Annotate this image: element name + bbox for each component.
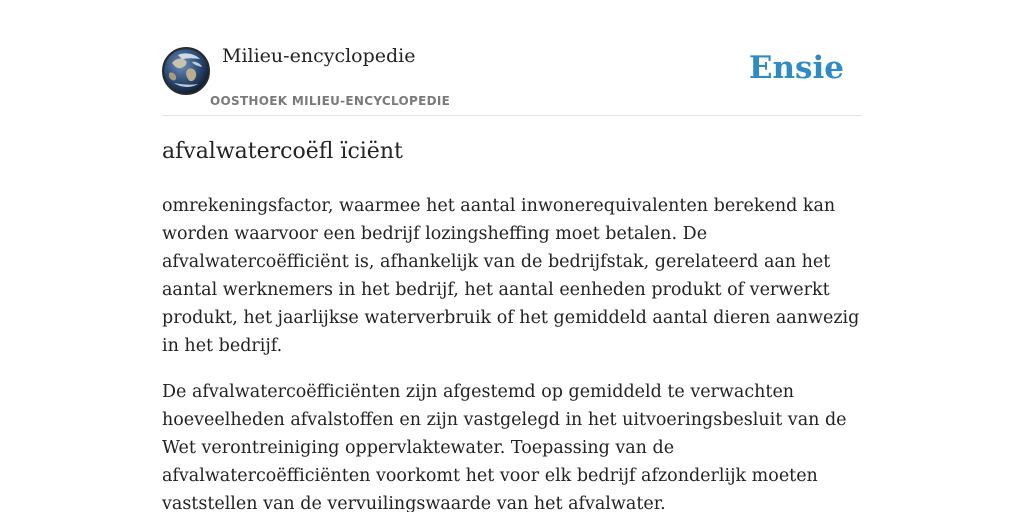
site-title[interactable]: Milieu-encyclopedie bbox=[222, 45, 416, 67]
definition-paragraph: De afvalwatercoëfficiënten zijn afgestemd op gemiddeld te verwachten hoeveelheden afvalstoffen en zijn vastgelegd in het uitvoeringsbesluit van de Wet verontreiniging oppervlaktewater. Toepassing van de afvalwatercoëfficiënten voorkomt het voor elk bedrijf afzonderlijk moeten vaststellen van de vervuilingswaarde van het afvalwater. bbox=[162, 382, 847, 512]
entry-title: afvalwatercoëfl ïciënt bbox=[162, 139, 403, 164]
site-subtitle[interactable]: OOSTHOEK MILIEU-ENCYCLOPEDIE bbox=[210, 94, 451, 108]
brand-logo-link[interactable]: Ensie bbox=[748, 50, 844, 86]
page bbox=[162, 0, 862, 512]
earth-globe-icon[interactable] bbox=[162, 47, 210, 95]
definition-paragraph: omrekeningsfactor, waarmee het aantal inwonerequivalenten berekend kan worden waarvoor een bedrijf lozingsheffing moet betalen. De afvalwatercoëfficiënt is, afhankelijk van de bedrijfstak, gerelateerd aan het aantal werknemers in het bedrijf, het aantal eenheden produkt of verwerkt produkt, het jaarlijkse waterverbruik of het gemiddeld aantal dieren aanwezig in het bedrijf. bbox=[162, 196, 860, 356]
site-header bbox=[162, 0, 862, 116]
entry-definition bbox=[162, 192, 862, 512]
